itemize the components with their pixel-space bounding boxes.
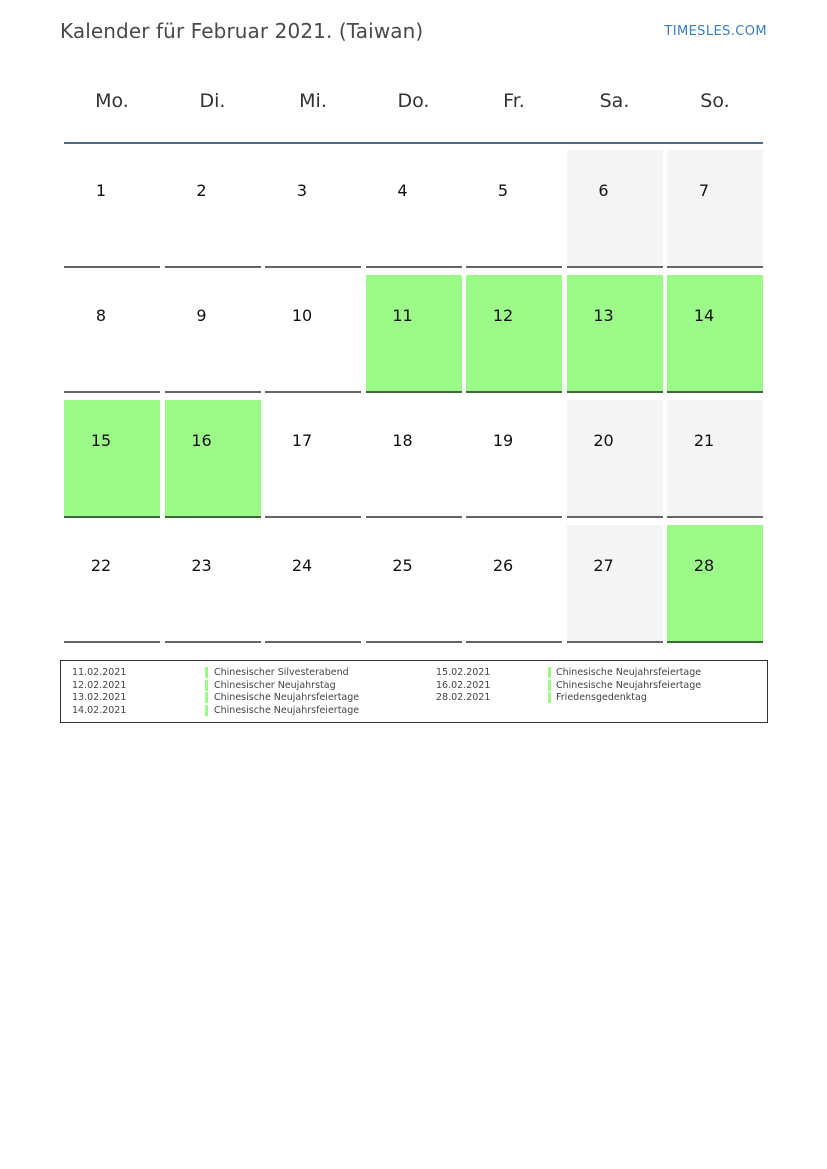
day-number: 17 <box>291 431 313 450</box>
day-cell <box>265 525 361 643</box>
legend-date: 15.02.2021 <box>436 667 491 678</box>
day-cell <box>64 400 160 518</box>
day-number: 15 <box>90 431 112 450</box>
day-cell <box>567 150 663 268</box>
legend-item <box>72 692 412 705</box>
day-number: 2 <box>196 181 207 200</box>
weekday-label: Fr. <box>503 90 525 112</box>
legend-holiday-name: Chinesischer Neujahrstag <box>214 679 336 691</box>
day-number: 24 <box>291 556 313 575</box>
day-cell <box>466 525 562 643</box>
day-cell <box>64 525 160 643</box>
day-number: 25 <box>392 556 413 575</box>
day-cell <box>165 400 261 518</box>
legend-item <box>72 680 412 693</box>
day-number: 1 <box>95 181 107 200</box>
day-cell <box>165 150 261 268</box>
calendar-grid <box>64 150 763 645</box>
weekday-label: So. <box>700 90 730 112</box>
day-number: 12 <box>492 306 514 325</box>
day-cell <box>366 400 462 518</box>
legend-color-marker <box>548 692 551 703</box>
day-cell <box>366 150 462 268</box>
day-cell <box>667 150 763 268</box>
day-number: 4 <box>397 181 408 200</box>
day-number: 26 <box>492 556 514 575</box>
day-number: 10 <box>291 306 313 325</box>
legend-date: 13.02.2021 <box>72 692 127 704</box>
legend-date: 12.02.2021 <box>72 679 127 691</box>
day-cell <box>466 150 562 268</box>
brand-link[interactable]: TIMESLES.COM <box>664 24 767 39</box>
legend-date: 28.02.2021 <box>436 692 491 704</box>
weekday-label: Di. <box>199 90 226 112</box>
day-number: 27 <box>593 556 614 575</box>
day-cell <box>265 400 361 518</box>
day-number: 8 <box>95 306 107 325</box>
day-number: 20 <box>593 431 614 450</box>
day-cell <box>567 525 663 643</box>
day-number: 7 <box>698 181 710 200</box>
legend-item <box>436 692 756 705</box>
holiday-legend <box>60 660 768 723</box>
day-number: 11 <box>392 306 413 325</box>
day-cell <box>265 275 361 393</box>
header-divider <box>64 142 763 144</box>
day-cell <box>265 150 361 268</box>
day-cell <box>667 400 763 518</box>
legend-color-marker <box>205 705 208 716</box>
day-number: 3 <box>296 181 308 200</box>
day-cell <box>667 275 763 393</box>
day-number: 6 <box>598 181 609 200</box>
weekday-header <box>64 90 763 120</box>
day-number: 28 <box>693 556 715 575</box>
day-cell <box>165 525 261 643</box>
day-cell <box>567 275 663 393</box>
legend-holiday-name: Chinesische Neujahrsfeiertage <box>556 679 702 691</box>
legend-color-marker <box>205 680 208 691</box>
day-number: 21 <box>693 431 715 450</box>
legend-color-marker <box>205 667 208 678</box>
day-number: 18 <box>392 431 413 450</box>
day-number: 5 <box>497 181 509 200</box>
page-title: Kalender für Februar 2021. (Taiwan) <box>60 19 424 43</box>
legend-item <box>436 680 756 693</box>
legend-holiday-name: Chinesische Neujahrsfeiertage <box>214 692 360 704</box>
weekday-label: Mi. <box>299 90 327 112</box>
legend-item <box>436 667 756 680</box>
day-cell <box>466 400 562 518</box>
legend-holiday-name: Friedensgedenktag <box>556 692 647 704</box>
legend-date: 11.02.2021 <box>72 667 127 678</box>
day-number: 19 <box>492 431 514 450</box>
day-cell <box>366 525 462 643</box>
legend-column-right <box>436 667 756 705</box>
day-cell <box>466 275 562 393</box>
legend-item <box>72 705 412 718</box>
weekday-label: Do. <box>397 90 430 112</box>
weekday-label: Sa. <box>599 90 630 112</box>
legend-color-marker <box>548 667 551 678</box>
day-number: 9 <box>196 306 207 325</box>
day-number: 14 <box>693 306 715 325</box>
day-cell <box>366 275 462 393</box>
legend-item <box>72 667 412 680</box>
day-cell <box>567 400 663 518</box>
weekday-label: Mo. <box>95 90 129 112</box>
day-cell <box>64 275 160 393</box>
day-cell <box>64 150 160 268</box>
day-number: 16 <box>191 431 212 450</box>
legend-holiday-name: Chinesischer Silvesterabend <box>214 667 349 678</box>
legend-date: 16.02.2021 <box>436 679 491 691</box>
day-number: 23 <box>191 556 212 575</box>
legend-column-left <box>72 667 412 718</box>
day-number: 22 <box>90 556 112 575</box>
legend-holiday-name: Chinesische Neujahrsfeiertage <box>556 667 702 678</box>
day-number: 13 <box>593 306 614 325</box>
legend-date: 14.02.2021 <box>72 705 127 717</box>
legend-color-marker <box>205 692 208 703</box>
legend-color-marker <box>548 680 551 691</box>
day-cell <box>667 525 763 643</box>
day-cell <box>165 275 261 393</box>
legend-holiday-name: Chinesische Neujahrsfeiertage <box>214 705 360 717</box>
